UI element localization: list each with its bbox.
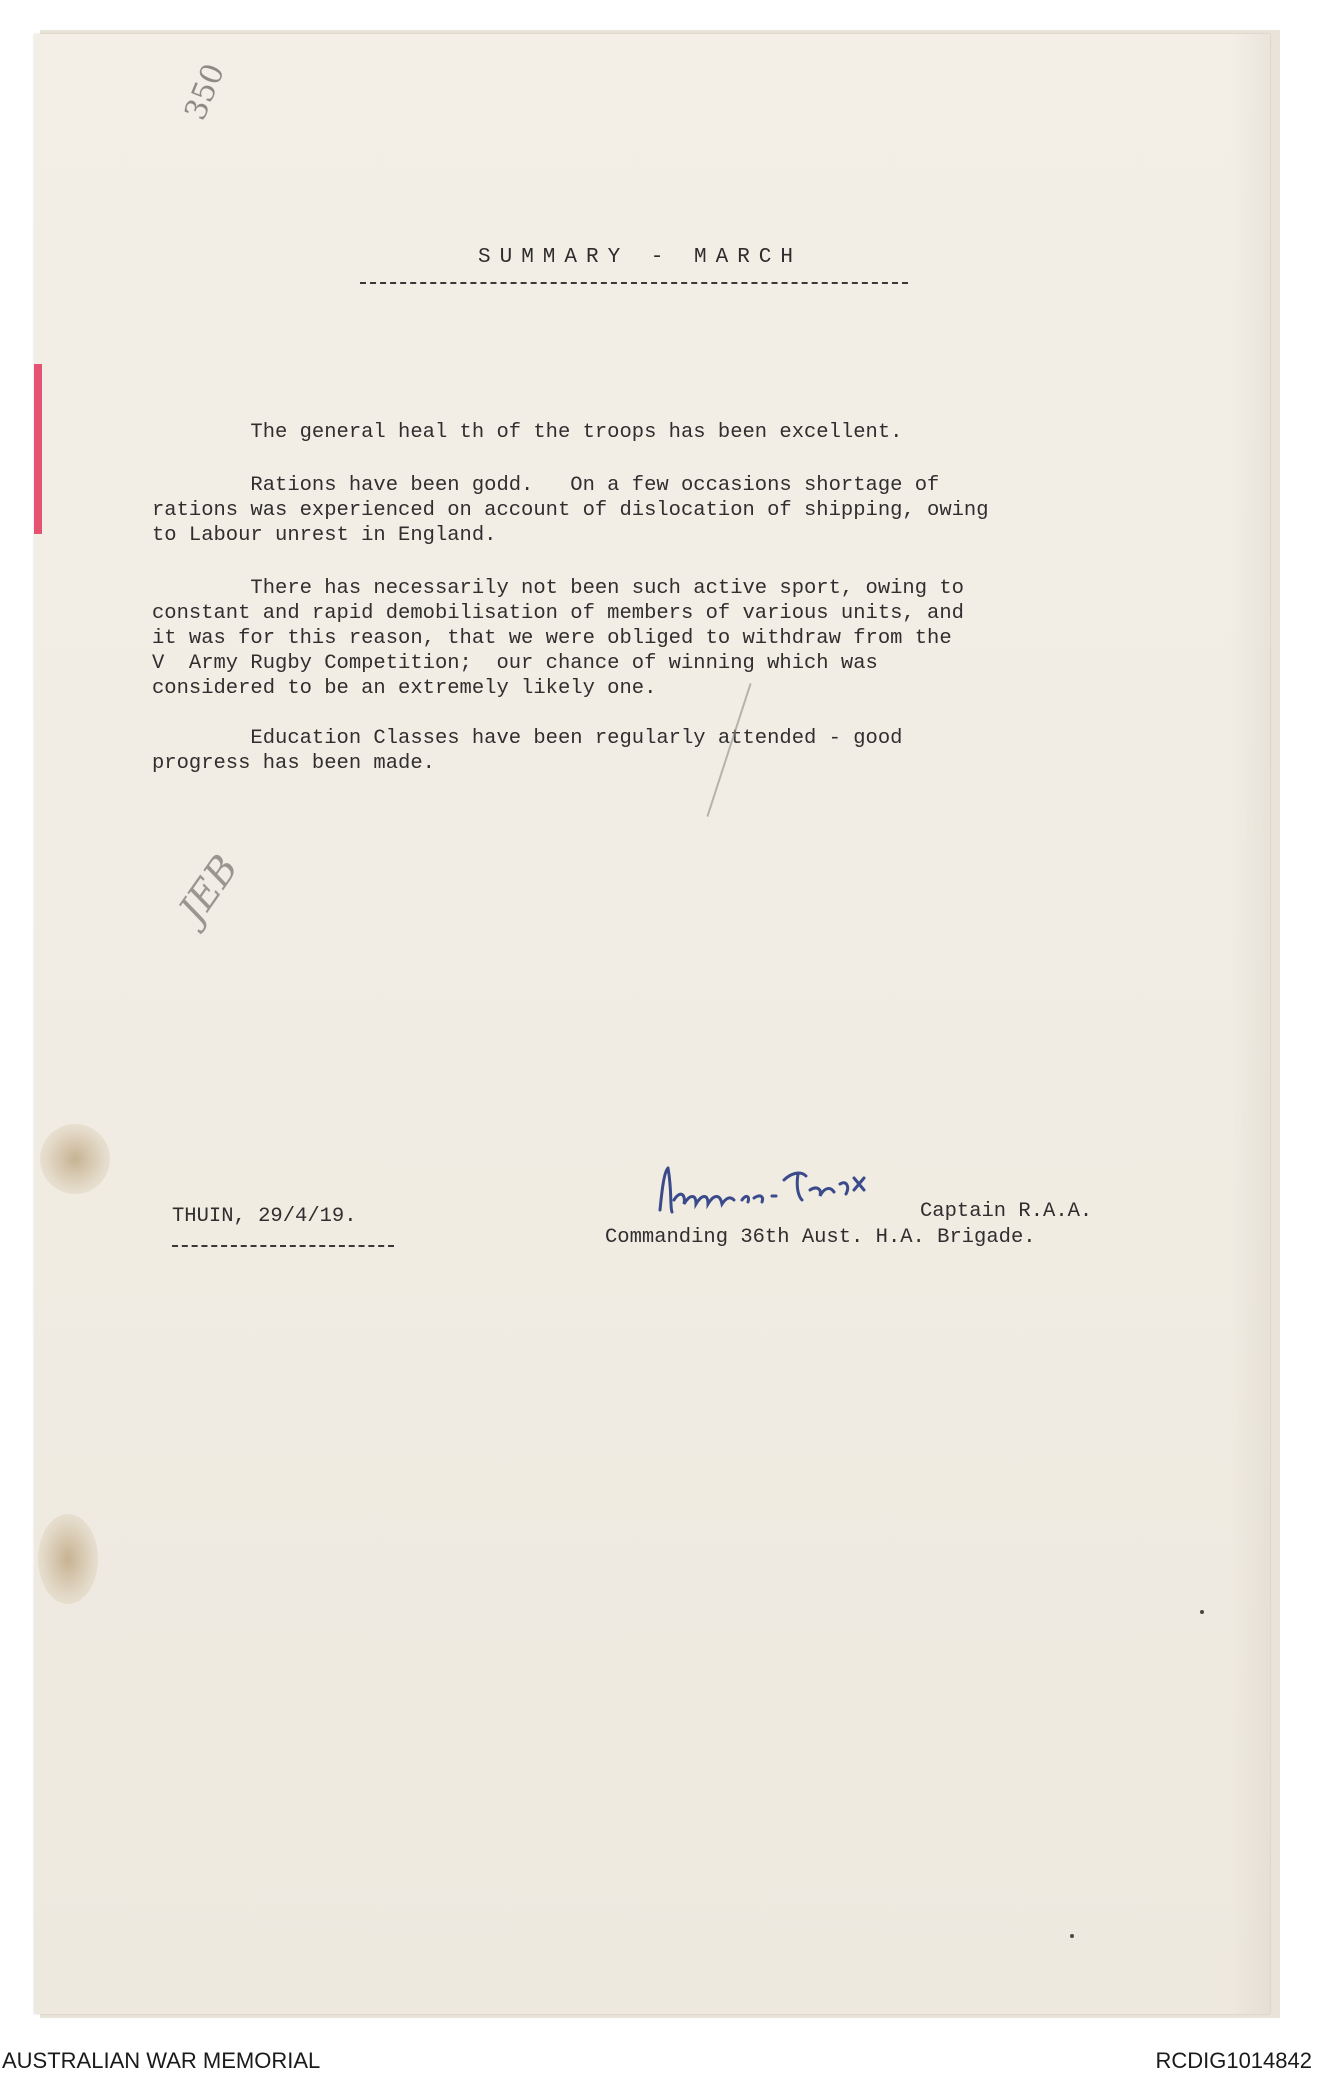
paragraph-health: The general heal th of the troops has been excellent. bbox=[152, 421, 903, 444]
paragraph-sport: There has necessarily not been such active sport, owing to constant and rapid demobilisation of members of various units, and it was for this reason, that we were obliged to withdraw from the V Army Rugby Competition; our chance of winning which was considered to be an extremely likely one. bbox=[152, 577, 964, 700]
stain-mark bbox=[38, 1514, 98, 1604]
document-page bbox=[34, 34, 1270, 2014]
stain-mark bbox=[40, 1124, 110, 1194]
signatory-command: Commanding 36th Aust. H.A. Brigade. bbox=[605, 1226, 1036, 1249]
red-binding-tab bbox=[34, 364, 42, 534]
document-title: SUMMARY - MARCH bbox=[477, 246, 803, 269]
footer-record-id: RCDIG1014842 bbox=[1155, 2048, 1312, 2073]
pencil-initials: JEB bbox=[170, 846, 247, 931]
folio-number: 350 bbox=[178, 58, 232, 126]
paragraph-education: Education Classes have been regularly attended - good progress has been made. bbox=[152, 727, 903, 775]
signatory-rank: Captain R.A.A. bbox=[920, 1200, 1093, 1223]
handwritten-signature bbox=[650, 1150, 900, 1230]
place-date: THUIN, 29/4/19. bbox=[172, 1205, 357, 1228]
ink-speck bbox=[1070, 1934, 1074, 1938]
footer-archive-name: AUSTRALIAN WAR MEMORIAL bbox=[2, 2048, 321, 2073]
place-date-underline bbox=[172, 1245, 394, 1247]
title-underline bbox=[360, 282, 908, 284]
ink-speck bbox=[1200, 1610, 1204, 1614]
page-edge-shading bbox=[1230, 34, 1270, 2014]
paragraph-rations: Rations have been godd. On a few occasions shortage of rations was experienced on account of dislocation of shipping, owing to Labour unrest in England. bbox=[152, 474, 989, 547]
